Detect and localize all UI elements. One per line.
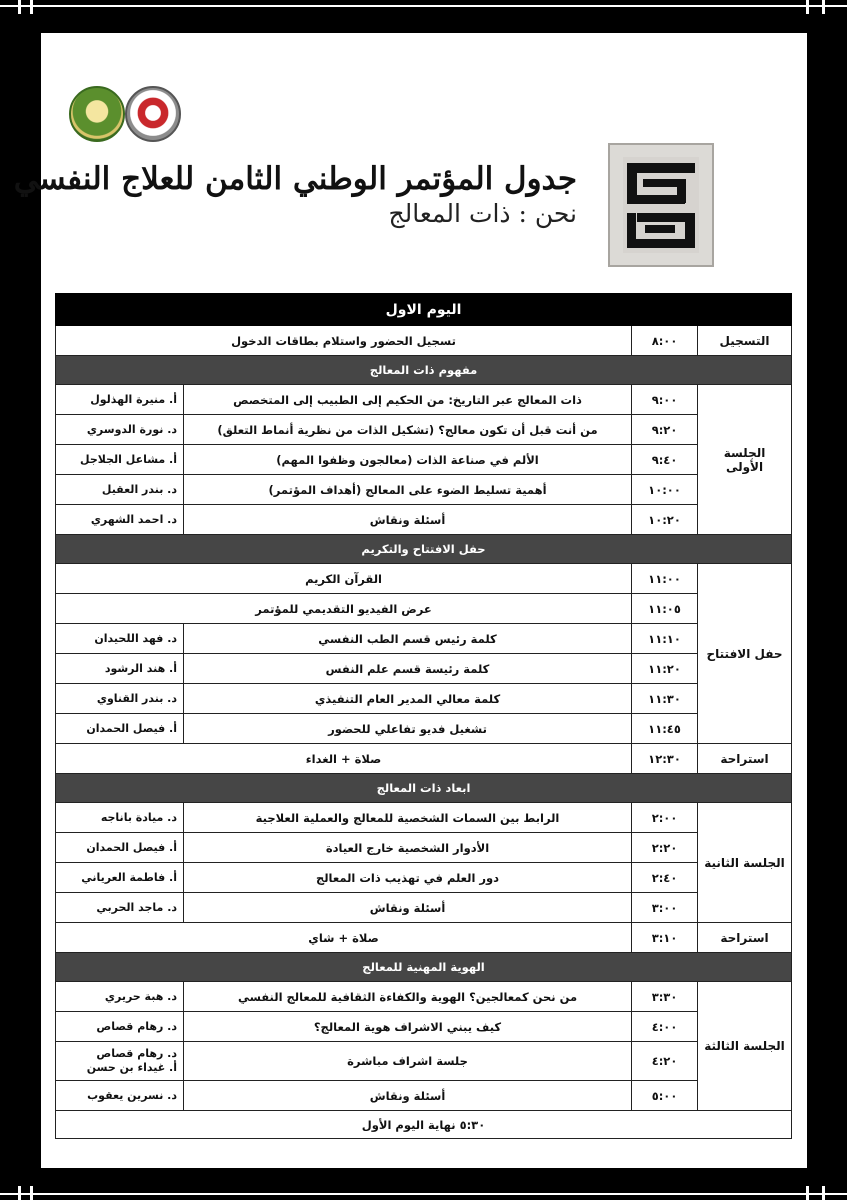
hospital-logo-icon [125, 86, 181, 142]
section-header: الهوية المهنية للمعالج [56, 953, 792, 982]
speaker-name: أ. فيصل الحمدان [86, 721, 178, 735]
time-cell: ١١:٣٠ [632, 684, 698, 714]
speaker-name: د. رهام قصاص [96, 1047, 178, 1060]
time-cell: ١١:٢٠ [632, 654, 698, 684]
page-subtitle: نحن : ذات المعالج [388, 199, 577, 228]
topic-cell: ذات المعالج عبر التاريخ: من الحكيم إلى الطبيب إلى المتخصص [184, 385, 632, 415]
time-cell: ٩:٤٠ [632, 445, 698, 475]
time-cell: ١٠:٢٠ [632, 505, 698, 535]
table-row [56, 356, 792, 385]
speaker-name: د. نورة الدوسري [86, 422, 178, 436]
time-cell: ١١:١٠ [632, 624, 698, 654]
session-label: الجلسة الثانية [698, 803, 792, 923]
day-title: اليوم الاول [56, 294, 792, 326]
table-row [56, 535, 792, 564]
table-row [56, 475, 792, 505]
university-logo-icon [69, 86, 125, 142]
speaker-name: د. ميادة باناجه [100, 810, 178, 824]
document-page [13, 33, 807, 1168]
time-cell: ٢:٢٠ [632, 833, 698, 863]
section-header: حفل الافتتاح والتكريم [56, 535, 792, 564]
topic-cell: تشغيل فديو تفاعلي للحضور [184, 714, 632, 744]
table-row [56, 385, 792, 415]
table-row [56, 1111, 792, 1139]
speaker-name: د. رهام قصاص [96, 1019, 178, 1033]
section-header: ابعاد ذات المعالج [56, 774, 792, 803]
topic-cell: صلاة + الغداء [56, 744, 632, 774]
break-label: استراحة [698, 923, 792, 953]
session-label: الجلسة الأولى [698, 385, 792, 535]
time-cell: ٣:١٠ [632, 923, 698, 953]
page-title: جدول المؤتمر الوطني الثامن للعلاج النفسي [13, 161, 577, 197]
session-label: التسجيل [698, 326, 792, 356]
speaker-cell [56, 445, 184, 475]
table-row [56, 326, 792, 356]
speaker-cell [56, 833, 184, 863]
table-row [56, 833, 792, 863]
topic-cell: كلمة رئيسة قسم علم النفس [184, 654, 632, 684]
topic-cell: جلسة اشراف مباشرة [184, 1042, 632, 1081]
time-cell: ٩:٠٠ [632, 385, 698, 415]
topic-cell: من نحن كمعالجين؟ الهوية والكفاءة الثقافية للمعالج النفسي [184, 982, 632, 1012]
table-row [56, 1012, 792, 1042]
topic-cell: دور العلم في تهذيب ذات المعالج [184, 863, 632, 893]
speaker-name: أ. غيداء بن حسن [86, 1061, 178, 1074]
table-row [56, 893, 792, 923]
topic-cell: صلاة + شاي [56, 923, 632, 953]
speaker-cell [56, 654, 184, 684]
day-end-label: ٥:٣٠ نهاية اليوم الأول [56, 1111, 792, 1139]
topic-cell: أسئلة ونقاش [184, 893, 632, 923]
speaker-name: د. ماجد الحربي [96, 900, 178, 914]
time-cell: ٤:٢٠ [632, 1042, 698, 1081]
time-cell: ١٢:٣٠ [632, 744, 698, 774]
speaker-cell [56, 982, 184, 1012]
topic-cell: أسئلة ونقاش [184, 1081, 632, 1111]
calligraphy-emblem-icon [608, 143, 714, 267]
speaker-cell [56, 684, 184, 714]
time-cell: ٨:٠٠ [632, 326, 698, 356]
speaker-name: د. نسرين يعقوب [87, 1088, 178, 1102]
time-cell: ١١:٠٥ [632, 594, 698, 624]
time-cell: ٥:٠٠ [632, 1081, 698, 1111]
table-row [56, 863, 792, 893]
speaker-name: أ. هند الرشود [104, 661, 178, 675]
topic-cell: أسئلة ونقاش [184, 505, 632, 535]
logo-group [69, 86, 189, 142]
table-row [56, 1081, 792, 1111]
speaker-name: أ. منيرة الهذلول [90, 392, 178, 406]
time-cell: ٢:٠٠ [632, 803, 698, 833]
title-block [14, 161, 577, 228]
speaker-name: د. بندر العقيل [101, 482, 178, 496]
time-cell: ٣:٣٠ [632, 982, 698, 1012]
table-row [56, 803, 792, 833]
table-row [56, 624, 792, 654]
time-cell: ٩:٢٠ [632, 415, 698, 445]
topic-cell: كلمة معالي المدير العام التنفيذي [184, 684, 632, 714]
speaker-cell [56, 714, 184, 744]
table-row [56, 1042, 792, 1081]
speaker-cell [56, 893, 184, 923]
time-cell: ٣:٠٠ [632, 893, 698, 923]
table-row [56, 415, 792, 445]
top-border [0, 0, 847, 14]
speaker-cell [56, 863, 184, 893]
topic-cell: أهمية تسليط الضوء على المعالج (أهداف المؤتمر) [184, 475, 632, 505]
table-row [56, 594, 792, 624]
topic-cell: عرض الفيديو التقديمي للمؤتمر [56, 594, 632, 624]
table-row [56, 505, 792, 535]
speaker-name: أ. مشاعل الجلاجل [80, 452, 178, 466]
speaker-cell [56, 1081, 184, 1111]
table-row [56, 445, 792, 475]
topic-cell: الألم في صناعة الذات (معالجون وظفوا المهم) [184, 445, 632, 475]
table-row [56, 923, 792, 953]
speaker-name: أ. فاطمة العرياني [81, 870, 178, 884]
topic-cell: الرابط بين السمات الشخصية للمعالج والعملية العلاجية [184, 803, 632, 833]
topic-cell: تسجيل الحضور واستلام بطاقات الدخول [56, 326, 632, 356]
section-header: مفهوم ذات المعالج [56, 356, 792, 385]
topic-cell: من أنت قبل أن تكون معالج؟ (تشكيل الذات من نظرية أنماط التعلق) [184, 415, 632, 445]
bottom-border [0, 1186, 847, 1200]
speaker-cell [56, 385, 184, 415]
table-row [56, 654, 792, 684]
topic-cell: كيف يبني الاشراف هوية المعالج؟ [184, 1012, 632, 1042]
speaker-cell [56, 505, 184, 535]
session-label: حفل الافتتاح [698, 564, 792, 744]
speaker-cell [56, 803, 184, 833]
table-row [56, 982, 792, 1012]
speaker-cell [56, 1012, 184, 1042]
time-cell: ١١:٠٠ [632, 564, 698, 594]
speaker-name: أ. فيصل الحمدان [86, 840, 178, 854]
speaker-name: د. بندر القناوي [96, 691, 178, 705]
session-label: الجلسة الثالثة [698, 982, 792, 1111]
speaker-cell [56, 475, 184, 505]
time-cell: ١٠:٠٠ [632, 475, 698, 505]
speaker-cell [56, 1042, 184, 1081]
break-label: استراحة [698, 744, 792, 774]
table-row [56, 774, 792, 803]
table-row [56, 684, 792, 714]
topic-cell: كلمة رئيس قسم الطب النفسي [184, 624, 632, 654]
speaker-cell [56, 624, 184, 654]
table-row [56, 714, 792, 744]
speaker-name: د. فهد اللحيدان [94, 631, 178, 645]
topic-cell: القرآن الكريم [56, 564, 632, 594]
time-cell: ١١:٤٥ [632, 714, 698, 744]
speaker-name: د. هبة حريري [104, 989, 178, 1003]
table-row [56, 953, 792, 982]
speaker-cell [56, 415, 184, 445]
time-cell: ٢:٤٠ [632, 863, 698, 893]
topic-cell: الأدوار الشخصية خارج العيادة [184, 833, 632, 863]
speaker-name: د. احمد الشهري [90, 512, 178, 526]
table-row [56, 744, 792, 774]
table-row [56, 564, 792, 594]
schedule-table [55, 293, 792, 1139]
table-row [56, 294, 792, 326]
time-cell: ٤:٠٠ [632, 1012, 698, 1042]
